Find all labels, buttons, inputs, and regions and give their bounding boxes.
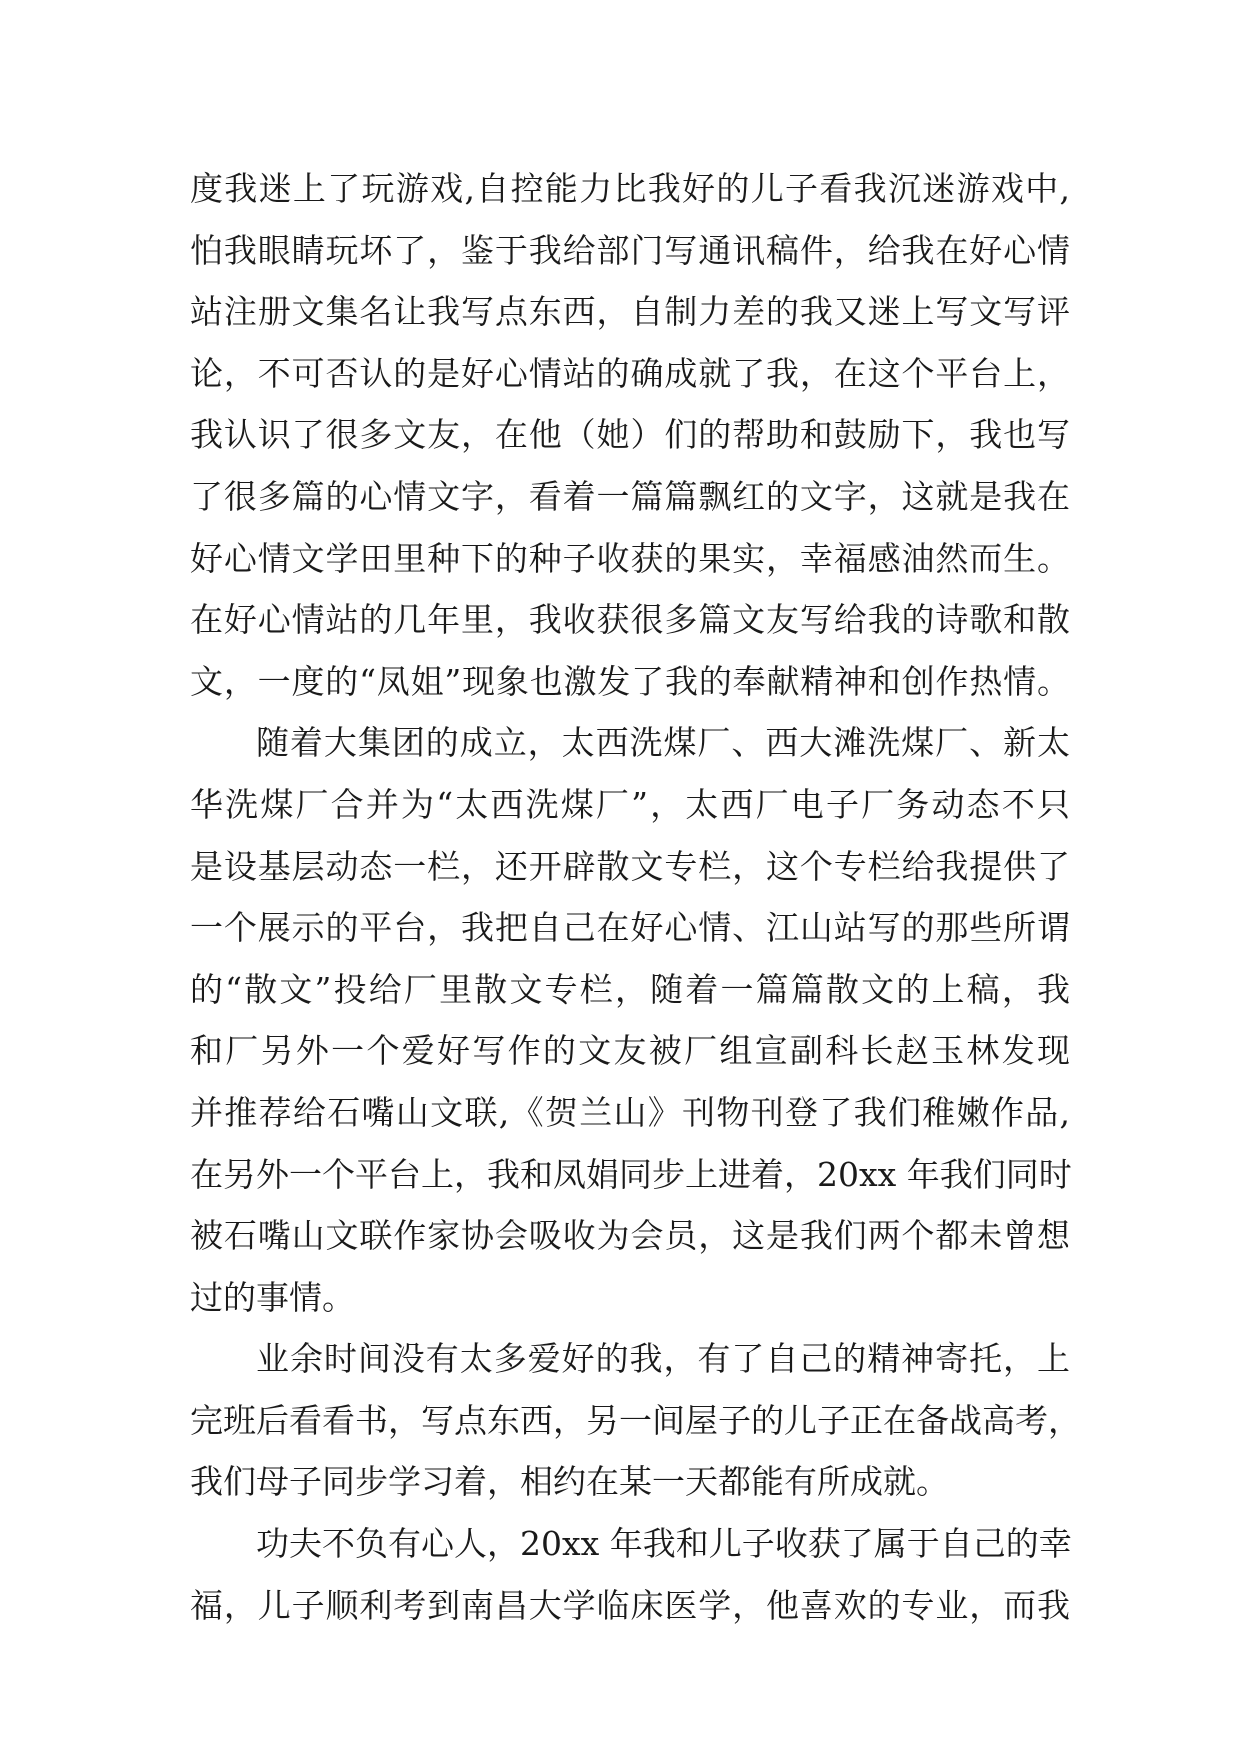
text-line: 论，不可否认的是好心情站的确成就了我，在这个平台上， — [190, 353, 1070, 393]
text-line: 文，一度的“凤姐”现象也激发了我的奉献精神和创作热情。 — [190, 661, 1070, 701]
text-line: 怕我眼睛玩坏了，鉴于我给部门写通讯稿件，给我在好心情 — [190, 230, 1070, 270]
body-text — [190, 158, 1081, 1636]
text-line: 业余时间没有太多爱好的我，有了自己的精神寄托，上 — [256, 1339, 1070, 1379]
paragraph — [190, 1328, 1081, 1513]
text-line: 的“散文”投给厂里散文专栏，随着一篇篇散文的上稿，我 — [190, 969, 1070, 1009]
text-line: 在另外一个平台上，我和凤娟同步上进着，20xx 年我们同时 — [190, 1154, 1072, 1194]
text-line: 度我迷上了玩游戏,自控能力比我好的儿子看我沉迷游戏中, — [190, 169, 1070, 208]
text-line: 随着大集团的成立，太西洗煤厂、西大滩洗煤厂、新太 — [256, 723, 1070, 763]
paragraph — [190, 712, 1070, 1328]
text-line: 和厂另外一个爱好写作的文友被厂组宣副科长赵玉林发现 — [190, 1031, 1070, 1071]
text-line: 站注册文集名让我写点东西，自制力差的我又迷上写文写评 — [190, 292, 1070, 332]
text-line: 我们母子同步学习着，相约在某一天都能有所成就。 — [190, 1462, 949, 1502]
paragraph — [190, 158, 1070, 712]
text-line: 完班后看看书，写点东西，另一间屋子的儿子正在备战高考， — [190, 1400, 1081, 1440]
text-line: 功夫不负有心人，20xx 年我和儿子收获了属于自己的幸 — [256, 1524, 1072, 1564]
text-line: 华洗煤厂合并为“太西洗煤厂”，太西厂电子厂务动态不只 — [190, 784, 1070, 824]
paragraph — [190, 1513, 1070, 1636]
text-line: 一个展示的平台，我把自己在好心情、江山站写的那些所谓 — [190, 908, 1070, 948]
text-line: 过的事情。 — [190, 1277, 355, 1317]
text-line: 是设基层动态一栏，还开辟散文专栏，这个专栏给我提供了 — [190, 846, 1070, 886]
text-line: 福，儿子顺利考到南昌大学临床医学，他喜欢的专业，而我 — [190, 1585, 1070, 1625]
text-line: 在好心情站的几年里，我收获很多篇文友写给我的诗歌和散 — [190, 600, 1070, 640]
text-line: 好心情文学田里种下的种子收获的果实，幸福感油然而生。 — [190, 538, 1070, 578]
text-line: 了很多篇的心情文字，看着一篇篇飘红的文字，这就是我在 — [190, 476, 1070, 516]
text-line: 被石嘴山文联作家协会吸收为会员，这是我们两个都未曾想 — [190, 1216, 1070, 1256]
text-line: 并推荐给石嘴山文联,《贺兰山》刊物刊登了我们稚嫩作品, — [190, 1092, 1070, 1132]
text-line: 我认识了很多文友，在他（她）们的帮助和鼓励下，我也写 — [190, 415, 1070, 455]
